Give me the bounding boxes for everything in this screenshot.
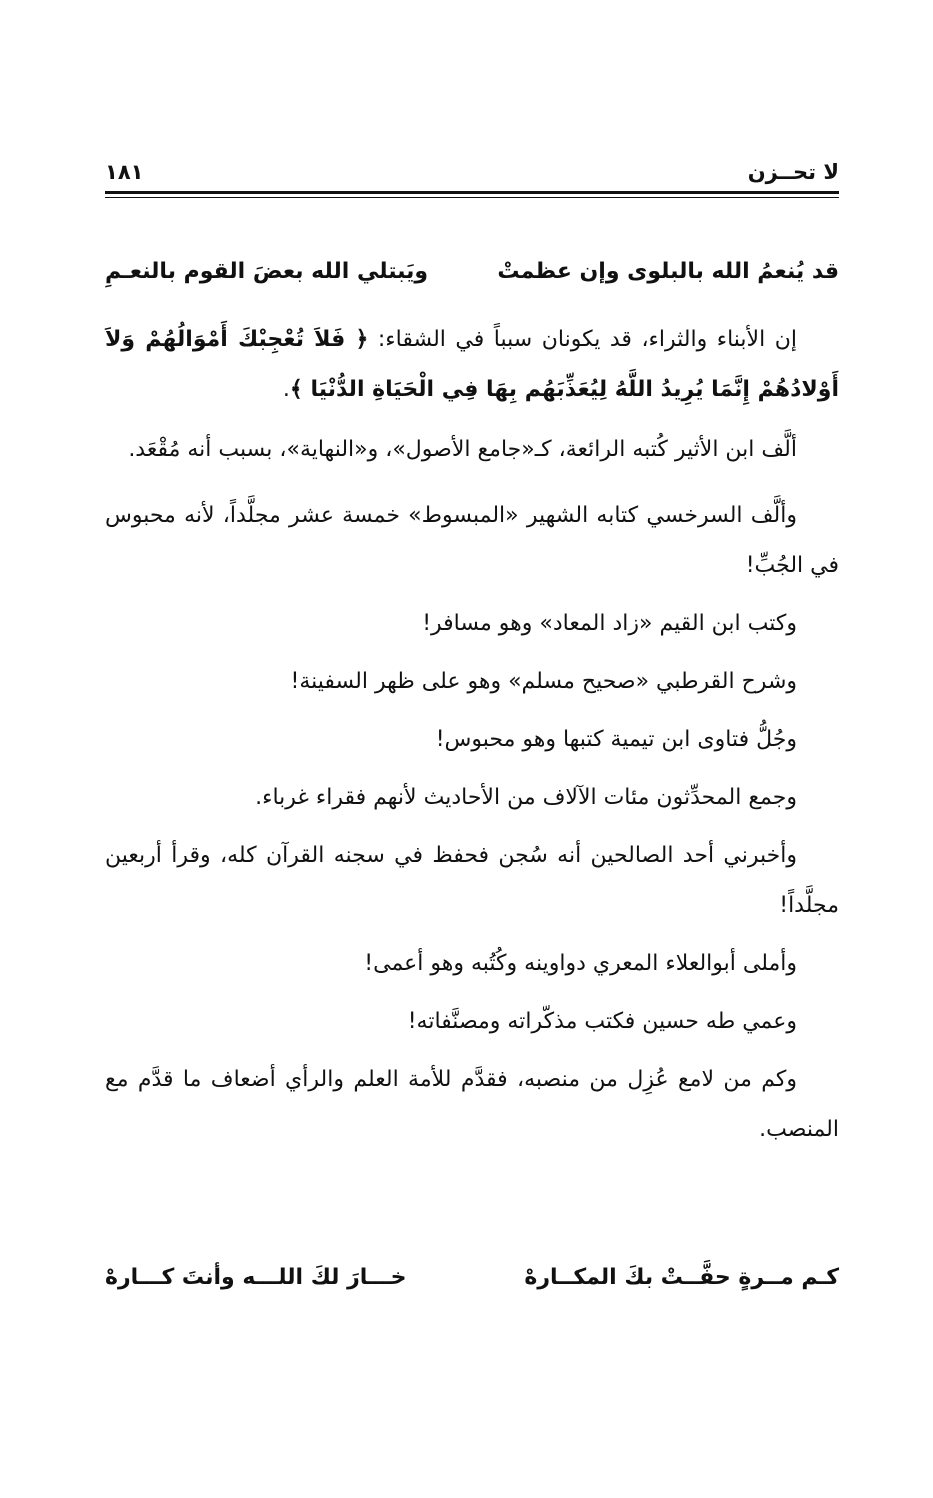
- verse-line-2: [105, 1258, 839, 1298]
- paragraph-quran-intro: إن الأبناء والثراء، قد يكونان سبباً في الشقاء:: [368, 327, 797, 352]
- paragraph-ibn-al-qayyim: وكتب ابن القيم «زاد المعاد» وهو مسافر!: [422, 611, 797, 636]
- page-header: [105, 158, 839, 188]
- running-title: لا تحــزن: [747, 160, 839, 184]
- paragraph-al-maarri: وأملى أبوالعلاء المعري دواوينه وكُتُبه وهو أعمى!: [364, 951, 797, 976]
- verse-2-second-hemistich: خـــارَ لكَ اللـــه وأنتَ كـــارهْ: [105, 1265, 407, 1290]
- quran-quote: ﴿ فَلاَ تُعْجِبْكَ أَمْوَالُهُمْ وَلاَ أَوْلادُهُمْ إِنَّمَا يُرِيدُ اللَّهُ لِيُعَذِّبَهُم بِهَا فِي الْحَيَاةِ الدُّنْيَا ﴾: [105, 327, 839, 402]
- paragraph-qurtubi: وشرح القرطبي «صحيح مسلم» وهو على ظهر السفينة!: [290, 669, 797, 694]
- paragraph-quran-end: .: [282, 377, 290, 402]
- paragraph-muhaddithun: وجمع المحدِّثون مئات الآلاف من الأحاديث لأنهم فقراء غرباء.: [255, 785, 797, 810]
- paragraph-quran: [105, 315, 839, 415]
- paragraph-sarakhsi: وألَّف السرخسي كتابه الشهير «المبسوط» خمسة عشر مجلَّداً، لأنه محبوس في الجُبِّ!: [105, 503, 839, 578]
- verse-2-first-hemistich: كـم مــرةٍ حفَّــتْ بكَ المكــارهْ: [524, 1265, 839, 1290]
- body-text: [105, 315, 839, 1155]
- header-rule: [105, 191, 839, 194]
- page-number: ١٨١: [105, 160, 144, 184]
- verse-line-1: [105, 252, 839, 292]
- verse-1-second-hemistich: ويَبتلي الله بعضَ القوم بالنعـمِ: [105, 259, 429, 284]
- paragraph-ibn-taymiyya: وجُلُّ فتاوى ابن تيمية كتبها وهو محبوس!: [435, 727, 797, 752]
- paragraph-dismissed-official: وكم من لامع عُزِل من منصبه، فقدَّم للأمة العلم والرأي أضعاف ما قدَّم مع المنصب.: [105, 1067, 839, 1142]
- paragraph-ibn-al-athir: ألَّف ابن الأثير كُتبه الرائعة، كـ«جامع الأصول»، و«النهاية»، بسبب أنه مُقْعَد.: [128, 437, 797, 462]
- paragraph-taha-hussein: وعمي طه حسين فكتب مذكّراته ومصنَّفاته!: [407, 1009, 797, 1034]
- verse-1-first-hemistich: قد يُنعمُ الله بالبلوى وإن عظمتْ: [497, 259, 839, 284]
- header-rule-thin: [105, 197, 839, 198]
- paragraph-prison-quran: وأخبرني أحد الصالحين أنه سُجن فحفظ في سجنه القرآن كله، وقرأ أربعين مجلَّداً!: [105, 843, 839, 918]
